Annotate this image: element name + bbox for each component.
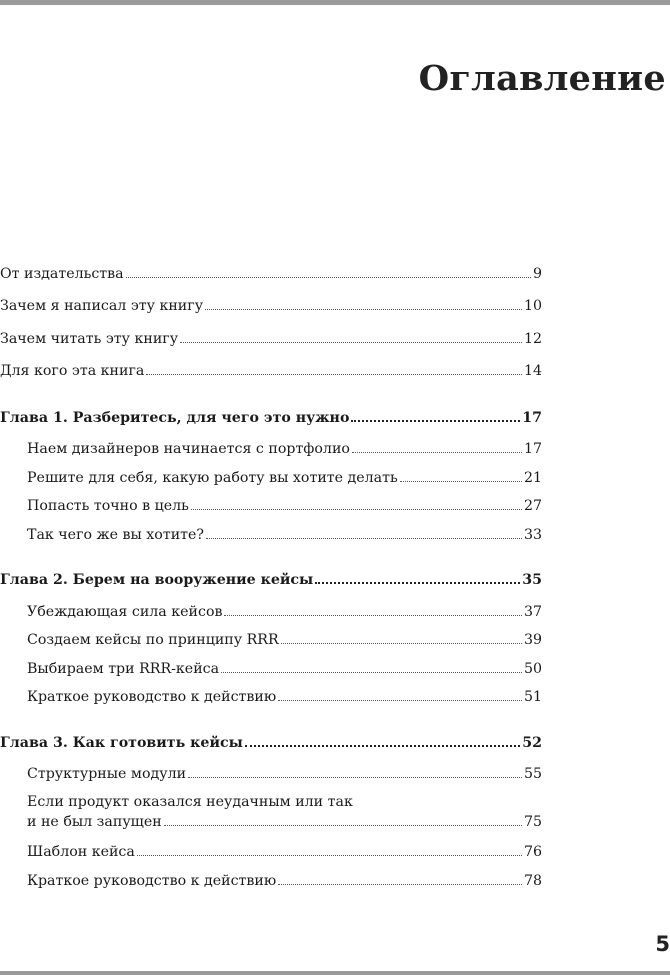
toc-leader xyxy=(126,277,531,278)
toc-leader xyxy=(188,777,522,778)
page-title: Оглавление xyxy=(418,58,666,99)
toc-leader xyxy=(224,615,521,616)
toc-entry[interactable] xyxy=(27,871,542,891)
toc-entry[interactable] xyxy=(0,361,542,381)
toc-entry-page: 55 xyxy=(523,766,542,782)
toc-entry[interactable] xyxy=(27,764,542,784)
toc-entry-title: Шаблон кейса xyxy=(27,844,135,860)
toc-entry-title: Если продукт оказался неудачным или так xyxy=(27,794,353,810)
toc-leader xyxy=(352,452,522,453)
toc-entry-page: 75 xyxy=(523,814,542,830)
top-rule xyxy=(0,0,670,5)
toc-leader xyxy=(278,884,522,885)
toc-entry-page: 51 xyxy=(523,689,542,705)
toc-entry[interactable] xyxy=(27,842,542,862)
toc-chapter-1[interactable] xyxy=(0,408,542,428)
toc-entry-title: От издательства xyxy=(0,266,124,282)
toc-entry-title: Попасть точно в цель xyxy=(27,498,189,514)
toc-entry-title-continued: и не был запущен xyxy=(27,814,162,830)
toc-entry[interactable] xyxy=(0,329,542,349)
toc-entry-title: Для кого эта книга xyxy=(0,363,145,379)
toc-leader xyxy=(400,481,522,482)
toc-entry-title: Решите для себя, какую работу вы хотите делать xyxy=(27,470,398,486)
toc-entry-page: 10 xyxy=(523,298,542,314)
toc-entry[interactable] xyxy=(27,602,542,622)
toc-entry-title: Структурные модули xyxy=(27,766,187,782)
toc-entry-title: Наем дизайнеров начинается с портфолио xyxy=(27,441,350,457)
toc-leader xyxy=(180,342,522,343)
toc-entry-title: Глава 1. Разберитесь, для чего это нужно xyxy=(0,410,350,426)
page-number: 5 xyxy=(655,932,670,956)
toc-leader xyxy=(164,825,522,826)
toc-leader xyxy=(315,582,520,584)
toc-entry-page: 39 xyxy=(523,632,542,648)
toc-entry-page: 76 xyxy=(523,844,542,860)
toc-entry-page: 37 xyxy=(523,604,542,620)
toc-entry[interactable] xyxy=(0,296,542,316)
toc-entry[interactable] xyxy=(27,687,542,707)
toc-entry-title: Глава 3. Как готовить кейсы xyxy=(0,735,243,751)
toc-entry-page: 52 xyxy=(522,735,542,751)
toc-entry-page: 50 xyxy=(523,661,542,677)
toc-entry-page: 9 xyxy=(532,266,542,282)
toc-entry-page: 12 xyxy=(523,331,542,347)
toc-leader xyxy=(206,538,522,539)
toc-leader xyxy=(221,672,522,673)
toc-leader xyxy=(191,509,522,510)
toc-entry[interactable] xyxy=(27,439,542,459)
toc-entry-page: 14 xyxy=(523,363,542,379)
toc-chapter-2[interactable] xyxy=(0,570,542,590)
toc-leader xyxy=(278,700,522,701)
toc-entry[interactable] xyxy=(0,264,542,284)
toc-entry-title: Зачем читать эту книгу xyxy=(0,331,179,347)
toc-entry-title: Краткое руководство к действию xyxy=(27,689,277,705)
toc-leader xyxy=(146,374,522,375)
toc-entry-title: Краткое руководство к действию xyxy=(27,873,277,889)
toc-entry-title: Создаем кейсы по принципу RRR xyxy=(27,632,279,648)
toc-leader xyxy=(245,745,520,747)
bottom-rule xyxy=(0,971,670,975)
toc-entry-page: 27 xyxy=(523,498,542,514)
toc-entry[interactable] xyxy=(27,468,542,488)
toc-leader xyxy=(351,420,520,422)
toc-entry-page: 17 xyxy=(522,410,542,426)
toc-entry-title: Так чего же вы хотите? xyxy=(27,527,205,543)
toc-entry-page: 35 xyxy=(522,572,542,588)
toc-entry-title: Зачем я написал эту книгу xyxy=(0,298,204,314)
toc-entry[interactable] xyxy=(27,792,542,832)
toc-entry[interactable] xyxy=(27,496,542,516)
toc-entry[interactable] xyxy=(27,525,542,545)
toc-chapter-3[interactable] xyxy=(0,733,542,753)
toc-entry-page: 33 xyxy=(523,527,542,543)
toc-entry-title: Глава 2. Берем на вооружение кейсы xyxy=(0,572,314,588)
toc-leader xyxy=(137,855,522,856)
toc-entry[interactable] xyxy=(27,659,542,679)
toc-leader xyxy=(281,643,522,644)
toc-entry-title: Убеждающая сила кейсов xyxy=(27,604,223,620)
toc-entry-page: 17 xyxy=(523,441,542,457)
toc-entry-page: 78 xyxy=(523,873,542,889)
toc-leader xyxy=(205,309,522,310)
toc-entry[interactable] xyxy=(27,630,542,650)
toc-entry-title: Выбираем три RRR-кейса xyxy=(27,661,220,677)
toc-entry-page: 21 xyxy=(523,470,542,486)
